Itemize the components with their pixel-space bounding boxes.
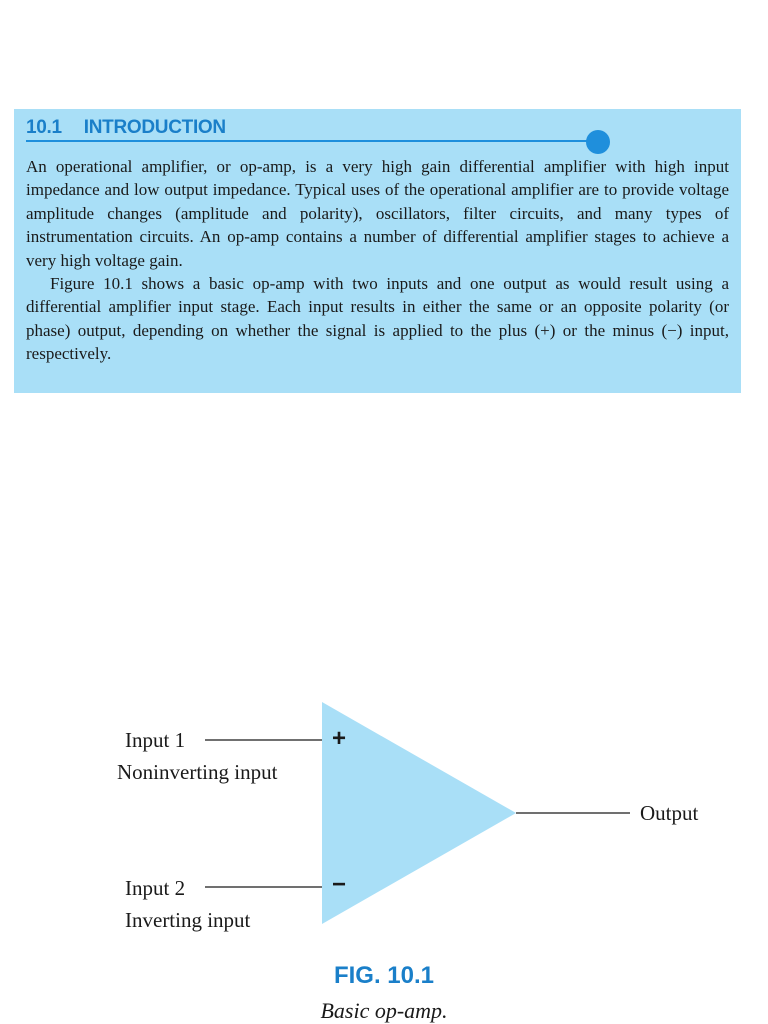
minus-sign: − <box>332 871 347 898</box>
section-title: INTRODUCTION <box>83 117 226 138</box>
figure-caption: Basic op-amp. <box>320 998 448 1023</box>
section-heading <box>26 117 226 139</box>
op-amp-diagram <box>0 690 768 950</box>
plus-sign: + <box>332 725 347 752</box>
heading-rule <box>26 140 598 142</box>
paragraph-1: An operational amplifier, or op-amp, is a very high gain differential amplifier with high input impedance and low output impedance. Typical uses of the operational amplifier are to provide voltage amplitude changes (amplitude and polarity), oscillators, filter circuits, and many types of instrumentation circuits. An op-amp contains a number of differential amplifier stages to achieve a very high voltage gain. <box>26 157 729 270</box>
paragraph-2: Figure 10.1 shows a basic op-amp with two inputs and one output as would result using a differential amplifier input stage. Each input results in either the same or an opposite polarity (or phase) output, depending on whether the signal is applied to the plus (+) or the minus (−) input, respectively. <box>26 274 729 364</box>
input2-description: Inverting input <box>125 908 251 932</box>
figure-number: FIG. 10.1 <box>333 962 435 989</box>
heading-dot-icon <box>586 130 610 154</box>
input2-label: Input 2 <box>125 876 186 900</box>
op-amp-triangle <box>322 702 516 924</box>
introduction-section <box>14 109 741 393</box>
input1-label: Input 1 <box>125 728 186 752</box>
section-body <box>26 155 729 366</box>
output-label: Output <box>640 801 699 825</box>
section-number: 10.1 <box>26 117 62 138</box>
input1-description: Noninverting input <box>117 760 278 784</box>
